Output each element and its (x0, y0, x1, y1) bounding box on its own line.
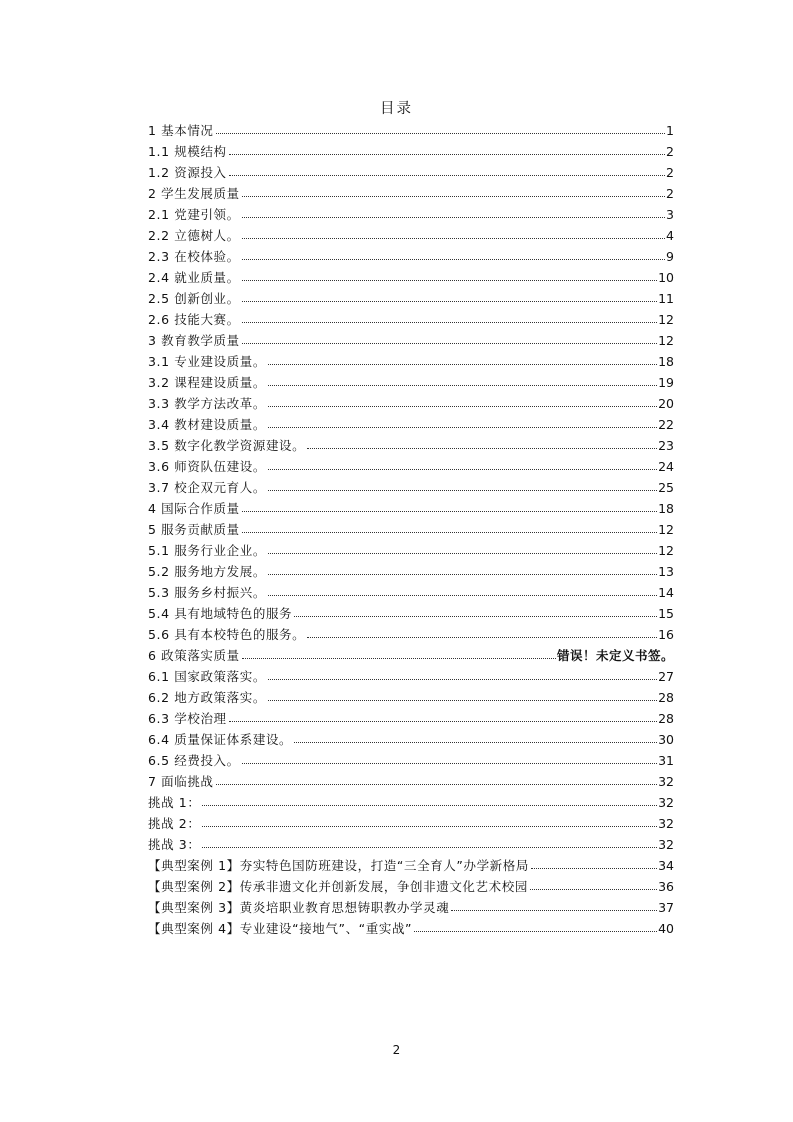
toc-entry-page: 13 (658, 564, 674, 579)
dot-leader (229, 154, 665, 155)
toc-entry-page: 2 (666, 186, 674, 201)
toc-entry-label: 5.6 具有本校特色的服务。 (148, 627, 306, 642)
dot-leader (268, 490, 657, 491)
dot-leader (268, 469, 657, 470)
toc-entry-label: 【典型案例 4】专业建设“接地气”、“重实战” (148, 921, 413, 936)
toc-entry-page: 40 (658, 921, 674, 936)
toc-entry-page: 10 (658, 270, 674, 285)
toc-entry[interactable] (148, 432, 674, 453)
dot-leader (268, 385, 657, 386)
toc-entry-page: 19 (658, 375, 674, 390)
toc-entry-label: 6.3 学校治理 (148, 711, 227, 726)
toc-entry-page: 1 (666, 123, 674, 138)
toc-entry-label: 3.4 教材建设质量。 (148, 417, 266, 432)
toc-entry-page: 14 (658, 585, 674, 600)
toc-entry[interactable] (148, 537, 674, 558)
dot-leader (242, 658, 556, 659)
toc-entry-page: 9 (666, 249, 674, 264)
toc-entry-label: 【典型案例 3】黄炎培职业教育思想铸职教办学灵魂 (148, 900, 450, 915)
toc-entry[interactable] (148, 642, 674, 663)
toc-entry-label: 挑战 1： (148, 795, 201, 810)
toc-entry[interactable] (148, 222, 674, 243)
toc-entry[interactable] (148, 852, 674, 873)
toc-entry[interactable] (148, 264, 674, 285)
toc-entry[interactable] (148, 117, 674, 138)
toc-entry[interactable] (148, 558, 674, 579)
dot-leader (307, 637, 657, 638)
toc-entry-page: 36 (658, 879, 674, 894)
toc-entry-page: 34 (658, 858, 674, 873)
toc-entry-page: 20 (658, 396, 674, 411)
toc-entry[interactable] (148, 726, 674, 747)
dot-leader (294, 616, 657, 617)
toc-entry-page: 2 (666, 165, 674, 180)
toc-entry-label: 1.1 规模结构 (148, 144, 227, 159)
toc-entry-page: 12 (658, 333, 674, 348)
toc-entry[interactable] (148, 411, 674, 432)
toc-entry-label: 5.2 服务地方发展。 (148, 564, 266, 579)
toc-entry[interactable] (148, 495, 674, 516)
dot-leader (307, 448, 657, 449)
toc-entry[interactable] (148, 159, 674, 180)
toc-entry-page: 30 (658, 732, 674, 747)
toc-entry-label: 7 面临挑战 (148, 774, 214, 789)
toc-entry-page: 3 (666, 207, 674, 222)
toc-entry-page: 32 (658, 837, 674, 852)
toc-entry[interactable] (148, 684, 674, 705)
toc-entry-label: 3.6 师资队伍建设。 (148, 459, 266, 474)
toc-entry-page: 18 (658, 501, 674, 516)
toc-entry[interactable] (148, 873, 674, 894)
dot-leader (242, 343, 657, 344)
dot-leader (202, 847, 657, 848)
dot-leader (268, 427, 657, 428)
toc-list (148, 117, 674, 936)
toc-entry-label: 挑战 3： (148, 837, 201, 852)
dot-leader (242, 196, 665, 197)
toc-entry-label: 6 政策落实质量 (148, 648, 240, 663)
toc-entry[interactable] (148, 768, 674, 789)
toc-entry[interactable] (148, 369, 674, 390)
toc-entry-label: 挑战 2： (148, 816, 201, 831)
toc-entry[interactable] (148, 243, 674, 264)
toc-entry-label: 1.2 资源投入 (148, 165, 227, 180)
toc-entry[interactable] (148, 201, 674, 222)
toc-entry-page: 28 (658, 690, 674, 705)
toc-entry[interactable] (148, 348, 674, 369)
dot-leader (202, 805, 657, 806)
toc-entry-page: 12 (658, 312, 674, 327)
toc-entry-label: 5.3 服务乡村振兴。 (148, 585, 266, 600)
toc-entry[interactable] (148, 285, 674, 306)
toc-entry-page: 2 (666, 144, 674, 159)
toc-entry-page: 12 (658, 543, 674, 558)
toc-entry-label: 2.1 党建引领。 (148, 207, 240, 222)
toc-entry-page: 37 (658, 900, 674, 915)
dot-leader (268, 679, 657, 680)
dot-leader (242, 532, 657, 533)
dot-leader (242, 301, 657, 302)
dot-leader (414, 931, 657, 932)
page-number: 2 (392, 1043, 401, 1057)
dot-leader (530, 889, 657, 890)
toc-entry-page: 11 (658, 291, 674, 306)
dot-leader (242, 763, 657, 764)
toc-entry-label: 1 基本情况 (148, 123, 214, 138)
toc-entry-page: 16 (658, 627, 674, 642)
toc-entry-label: 3.3 教学方法改革。 (148, 396, 266, 411)
dot-leader (242, 217, 665, 218)
toc-entry[interactable] (148, 663, 674, 684)
toc-entry[interactable] (148, 810, 674, 831)
toc-entry-page: 18 (658, 354, 674, 369)
dot-leader (268, 553, 657, 554)
toc-entry-label: 6.2 地方政策落实。 (148, 690, 266, 705)
dot-leader (242, 280, 657, 281)
toc-entry-label: 5.1 服务行业企业。 (148, 543, 266, 558)
toc-entry[interactable] (148, 789, 674, 810)
toc-entry-label: 2.5 创新创业。 (148, 291, 240, 306)
toc-entry[interactable] (148, 327, 674, 348)
toc-entry-label: 6.5 经费投入。 (148, 753, 240, 768)
toc-entry-page: 25 (658, 480, 674, 495)
toc-entry-label: 2 学生发展质量 (148, 186, 240, 201)
toc-entry-label: 6.1 国家政策落实。 (148, 669, 266, 684)
dot-leader (242, 259, 665, 260)
toc-entry-error: 错误！未定义书签。 (556, 648, 674, 663)
toc-entry[interactable] (148, 831, 674, 852)
toc-entry[interactable] (148, 621, 674, 642)
toc-entry-label: 【典型案例 1】夯实特色国防班建设，打造“三全育人”办学新格局 (148, 858, 529, 873)
toc-entry-page: 4 (666, 228, 674, 243)
dot-leader (268, 595, 657, 596)
toc-entry[interactable] (148, 180, 674, 201)
toc-entry-page: 24 (658, 459, 674, 474)
dot-leader (202, 826, 657, 827)
dot-leader (268, 406, 657, 407)
toc-title: 目录 (380, 101, 413, 117)
toc-entry-page: 27 (658, 669, 674, 684)
dot-leader (294, 742, 657, 743)
dot-leader (268, 574, 657, 575)
toc-entry[interactable] (148, 600, 674, 621)
toc-entry-label: 3.2 课程建设质量。 (148, 375, 266, 390)
toc-entry[interactable] (148, 306, 674, 327)
toc-entry-page: 32 (658, 774, 674, 789)
toc-entry-page: 28 (658, 711, 674, 726)
toc-entry-page: 31 (658, 753, 674, 768)
toc-entry-label: 2.4 就业质量。 (148, 270, 240, 285)
toc-entry-label: 2.3 在校体验。 (148, 249, 240, 264)
toc-entry-page: 32 (658, 816, 674, 831)
dot-leader (229, 721, 657, 722)
toc-entry-label: 6.4 质量保证体系建设。 (148, 732, 293, 747)
toc-entry-label: 5.4 具有地域特色的服务 (148, 606, 293, 621)
dot-leader (268, 364, 657, 365)
toc-entry[interactable] (148, 705, 674, 726)
dot-leader (268, 700, 657, 701)
toc-entry-label: 5 服务贡献质量 (148, 522, 240, 537)
toc-entry-label: 3 教育教学质量 (148, 333, 240, 348)
dot-leader (242, 238, 665, 239)
toc-entry[interactable] (148, 474, 674, 495)
toc-entry[interactable] (148, 390, 674, 411)
toc-entry[interactable] (148, 453, 674, 474)
toc-entry[interactable] (148, 516, 674, 537)
toc-entry-label: 2.2 立德树人。 (148, 228, 240, 243)
dot-leader (216, 133, 666, 134)
toc-entry-page: 22 (658, 417, 674, 432)
toc-entry-page: 15 (658, 606, 674, 621)
toc-entry[interactable] (148, 138, 674, 159)
toc-entry[interactable] (148, 579, 674, 600)
dot-leader (242, 322, 657, 323)
dot-leader (451, 910, 657, 911)
toc-entry[interactable] (148, 915, 674, 936)
toc-entry-page: 12 (658, 522, 674, 537)
toc-entry[interactable] (148, 747, 674, 768)
dot-leader (242, 511, 657, 512)
dot-leader (216, 784, 658, 785)
toc-entry-page: 23 (658, 438, 674, 453)
toc-entry-page: 32 (658, 795, 674, 810)
toc-entry-label: 3.1 专业建设质量。 (148, 354, 266, 369)
toc-entry-label: 3.5 数字化教学资源建设。 (148, 438, 306, 453)
toc-entry-label: 4 国际合作质量 (148, 501, 240, 516)
dot-leader (531, 868, 657, 869)
toc-entry[interactable] (148, 894, 674, 915)
dot-leader (229, 175, 665, 176)
toc-entry-label: 【典型案例 2】传承非遗文化并创新发展，争创非遗文化艺术校园 (148, 879, 528, 894)
toc-entry-label: 3.7 校企双元育人。 (148, 480, 266, 495)
toc-entry-label: 2.6 技能大赛。 (148, 312, 240, 327)
